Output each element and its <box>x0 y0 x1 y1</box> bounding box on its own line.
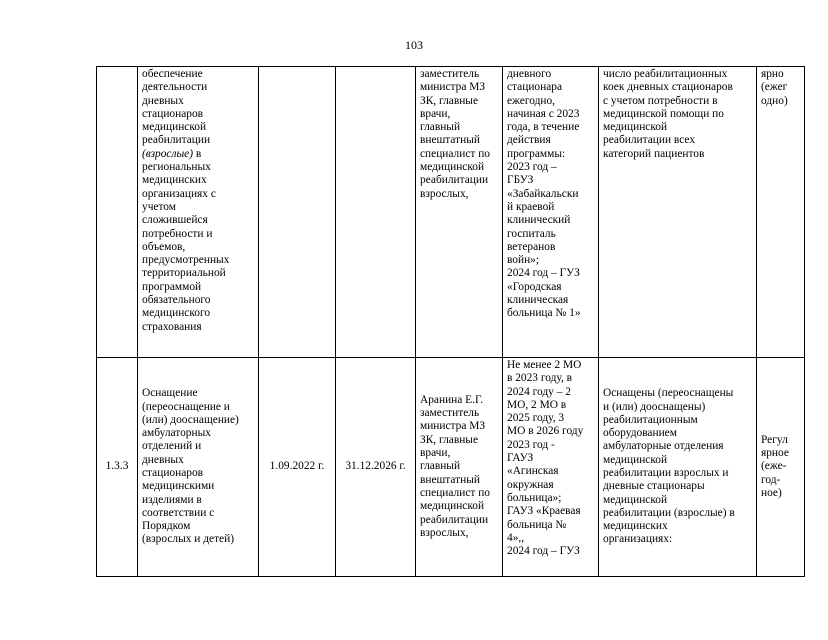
cell-result: Оснащены (переоснащены и (или) дооснащены) реабилитационным оборудованием амбулаторные отделения медицинской реабилитации взрослых и дневные стационары медицинской реабилитации (взрослые) в медицинских организациях: <box>599 358 757 577</box>
event-text-continued: в региональных медицинских организациях с учетом сложившейся потребности и объемов, предусмотренных территориальной программой обязательного медицинского страхования <box>142 147 230 333</box>
cell-number: 1.3.3 <box>97 358 138 577</box>
table-row <box>97 358 805 577</box>
cell-indicator: дневного стационара ежегодно, начиная с 2023 года, в течение действия программы: 2023 год – ГБУЗ «Забайкальски й краевой клинический госпиталь ветеранов войн»; 2024 год – ГУЗ «Городская клиническая больница № 1» <box>503 67 599 358</box>
event-text: обеспечение деятельности дневных стационаров медицинской реабилитации <box>142 68 211 147</box>
page-number: 103 <box>405 38 423 52</box>
cell-number <box>97 67 138 358</box>
event-text: Оснащение (переоснащение и (или) дооснащение) амбулаторных отделений и дневных стационаров медицинскими изделиями в соответствии с Порядком (взрослых и детей) <box>142 387 239 546</box>
cell-responsible: Аранина Е.Г. заместитель министра МЗ ЗК, главные врачи, главный внештатный специалист по медицинской реабилитации взрослых, <box>416 358 503 577</box>
cell-start-date <box>259 67 336 358</box>
cell-event <box>138 67 259 358</box>
cell-frequency: ярно (ежег одно) <box>757 67 805 358</box>
cell-responsible: заместитель министра МЗ ЗК, главные врачи, главный внештатный специалист по медицинской реабилитации взрослых, <box>416 67 503 358</box>
table-row <box>97 67 805 358</box>
cell-frequency: Регул ярное (еже- год- ное) <box>757 358 805 577</box>
cell-start-date: 1.09.2022 г. <box>259 358 336 577</box>
cell-result: число реабилитационных коек дневных стационаров с учетом потребности в медицинской помощи по медицинской реабилитации всех категорий пациентов <box>599 67 757 358</box>
event-italic-text: (взрослые) <box>142 147 194 160</box>
cell-event <box>138 358 259 577</box>
cell-end-date: 31.12.2026 г. <box>336 358 416 577</box>
plan-table <box>96 66 805 577</box>
cell-indicator: Не менее 2 МО в 2023 году, в 2024 году – 2 МО, 2 МО в 2025 году, 3 МО в 2026 году 2023 год - ГАУЗ «Агинская окружная больница»; ГАУЗ «Краевая больница № 4»,, 2024 год – ГУЗ <box>503 358 599 577</box>
cell-end-date <box>336 67 416 358</box>
